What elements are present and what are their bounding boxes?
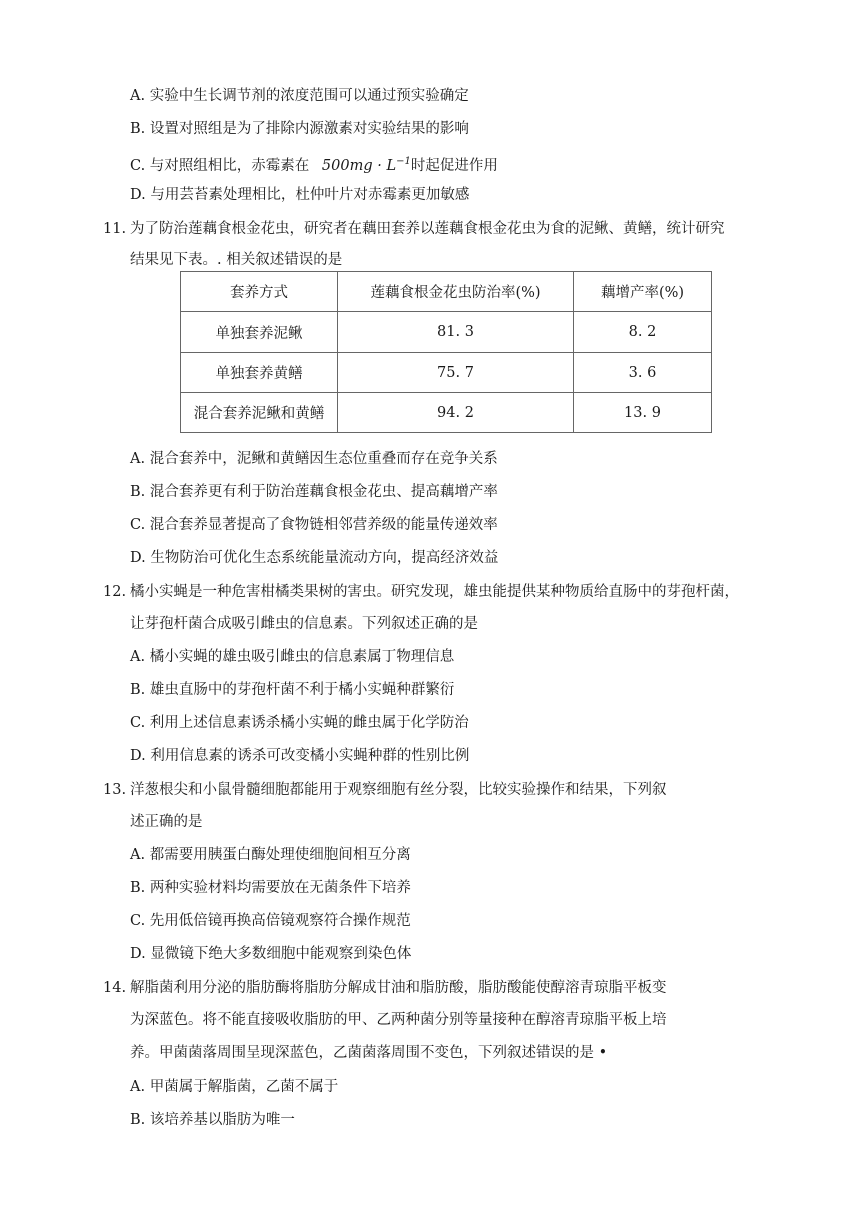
q12-option-c: C. 利用上述信息素诱杀橘小实蝇的雌虫属于化学防治 (130, 715, 469, 731)
q10-option-c-text: C. 与对照组相比，赤霉素在 (130, 157, 310, 174)
q14-option-a: A. 甲菌属于解脂菌，乙菌不属于 (130, 1079, 339, 1095)
table-row (181, 312, 712, 353)
q12-option-d: D. 利用信息素的诱杀可改变橘小实蝇种群的性别比例 (130, 748, 470, 764)
table-row (181, 393, 712, 433)
q11-data-table (180, 271, 712, 433)
q11-option-b: B. 混合套养更有利于防治莲藕食根金花虫、提高藕增产率 (130, 484, 498, 500)
q11-option-c: C. 混合套养显著提高了食物链相邻营养级的能量传递效率 (130, 517, 498, 533)
q12-stem-line2: 让芽孢杆菌合成吸引雌虫的信息素。下列叙述正确的是 (130, 616, 478, 632)
q14-stem-line1: 解脂菌利用分泌的脂肪酶将脂肪分解成甘油和脂肪酸，脂肪酸能使醇溶青琼脂平板变 (130, 980, 667, 996)
q10-option-a: A. 实验中生长调节剂的浓度范围可以通过预实验确定 (130, 88, 469, 104)
q11-number: 11. (103, 221, 127, 237)
table-cell: 单独套养泥鳅 (181, 312, 338, 353)
q12-number: 12. (103, 584, 127, 600)
q13-stem-line2: 述正确的是 (130, 814, 203, 830)
q10-option-c (130, 152, 498, 176)
q10-option-c-formula: $500mg \cdot L^{-1}$ (321, 156, 411, 174)
q10-option-d: D. 与用芸苔素处理相比，杜仲叶片对赤霉素更加敏感 (130, 187, 470, 203)
q12-stem-line1: 橘小实蝇是一种危害柑橘类果树的害虫。研究发现，雄虫能提供某种物质给直肠中的芽孢杆菌， (130, 584, 739, 600)
table-cell: 8. 2 (574, 312, 712, 353)
q13-stem-line1: 洋葱根尖和小鼠骨髓细胞都能用于观察细胞有丝分裂，比较实验操作和结果，下列叙 (130, 782, 667, 798)
q10-option-b: B. 设置对照组是为了排除内源激素对实验结果的影响 (130, 121, 469, 137)
q13-option-d: D. 显微镜下绝大多数细胞中能观察到染色体 (130, 946, 412, 962)
table-cell: 单独套养黄鳝 (181, 353, 338, 393)
q14-stem-line2: 为深蓝色。将不能直接吸收脂肪的甲、乙两种菌分别等量接种在醇溶青琼脂平板上培 (130, 1012, 667, 1028)
q11-stem-line1: 为了防治莲藕食根金花虫，研究者在藕田套养以莲藕食根金花虫为食的泥鳅、黄鳝，统计研究 (130, 221, 725, 237)
q12-option-b: B. 雄虫直肠中的芽孢杆菌不利于橘小实蝇种群繁衍 (130, 682, 455, 698)
q11-option-a: A. 混合套养中，泥鳅和黄鳝因生态位重叠而存在竞争关系 (130, 451, 498, 467)
q13-option-c: C. 先用低倍镜再换高倍镜观察符合操作规范 (130, 913, 411, 929)
table-cell: 混合套养泥鳅和黄鳝 (181, 393, 338, 433)
q13-number: 13. (103, 782, 127, 798)
table-cell: 94. 2 (338, 393, 574, 433)
q13-option-a: A. 都需要用胰蛋白酶处理使细胞间相互分离 (130, 847, 411, 863)
q14-number: 14. (103, 980, 127, 996)
table-header-cell: 藕增产率(%) (574, 272, 712, 312)
q11-stem-line2: 结果见下表。. 相关叙述错误的是 (130, 252, 343, 268)
table-cell: 75. 7 (338, 353, 574, 393)
q14-stem-line3: 养。甲菌菌落周围呈现深蓝色，乙菌菌落周围不变色，下列叙述错误的是 • (130, 1045, 608, 1061)
table-cell: 13. 9 (574, 393, 712, 433)
q13-option-b: B. 两种实验材料均需要放在无菌条件下培养 (130, 880, 411, 896)
table-cell: 81. 3 (338, 312, 574, 353)
table-header-cell: 莲藕食根金花虫防治率(%) (338, 272, 574, 312)
table-cell: 3. 6 (574, 353, 712, 393)
q12-option-a: A. 橘小实蝇的雄虫吸引雌虫的信息素属丁物理信息 (130, 649, 455, 665)
table-header-cell: 套养方式 (181, 272, 338, 312)
q11-option-d: D. 生物防治可优化生态系统能量流动方向，提高经济效益 (130, 550, 499, 566)
table-row (181, 353, 712, 393)
q10-option-c-tail: 时起促进作用 (410, 157, 498, 174)
q14-option-b: B. 该培养基以脂肪为唯一 (130, 1112, 295, 1128)
table-header-row (181, 272, 712, 312)
